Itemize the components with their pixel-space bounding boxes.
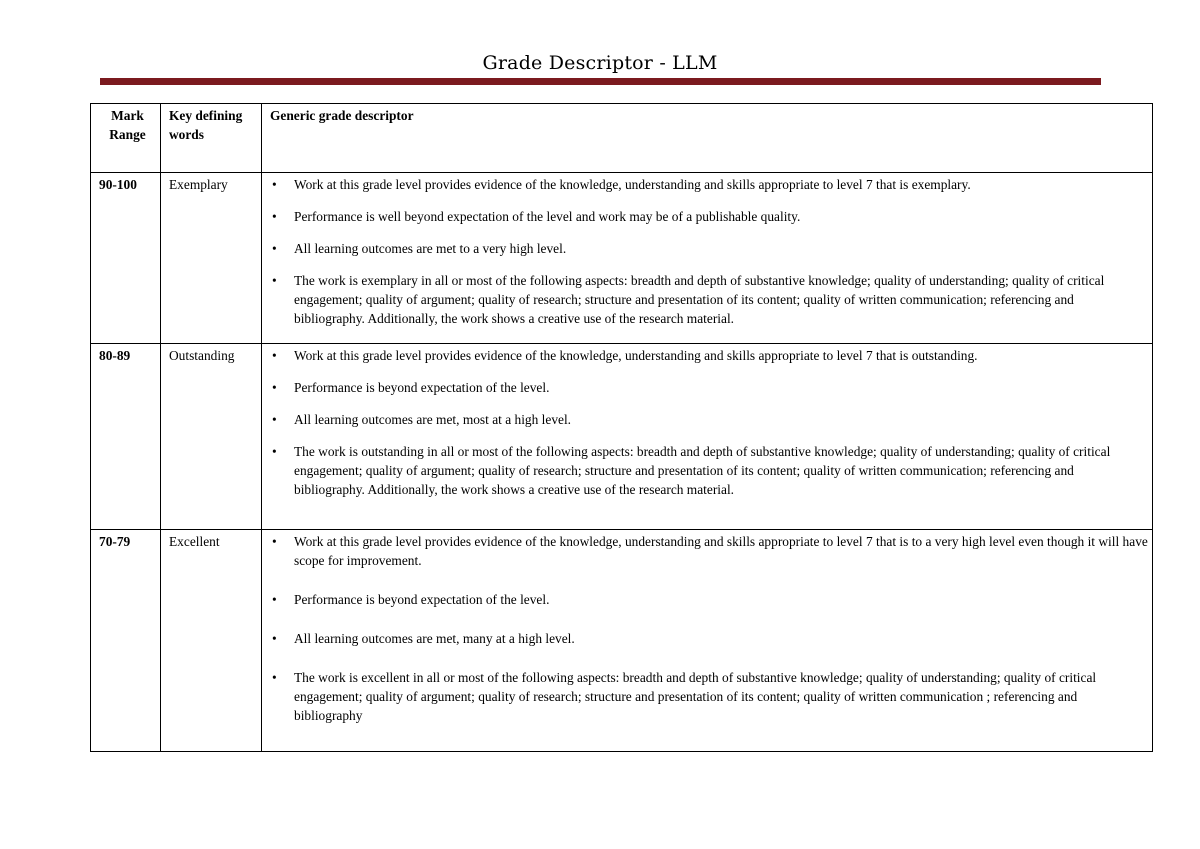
descriptor-point: • Performance is beyond expectation of the level. — [270, 590, 1148, 609]
descriptor-point: • The work is outstanding in all or most of the following aspects: breadth and depth of substantive knowledge; quality of understanding; quality of critical engagement; quality of argument; quality of research; structure and presentation of its content; quality of written communication; referencing and bibliography. Additionally, the work shows a creative use of the research material. — [270, 442, 1148, 499]
header-key-words: Key defining words — [161, 104, 262, 173]
header-mark-range: Mark Range — [91, 104, 161, 173]
descriptor-list — [270, 346, 1148, 499]
table-header-row — [91, 104, 1153, 173]
descriptor-point: • All learning outcomes are met, most at a high level. — [270, 410, 1148, 429]
descriptor-list — [270, 532, 1148, 725]
descriptor-point: • Performance is well beyond expectation of the level and work may be of a publishable quality. — [270, 207, 1148, 226]
descriptor-cell — [262, 344, 1153, 530]
mark-range-cell: 90-100 — [91, 173, 161, 344]
key-word-cell: Excellent — [161, 530, 262, 752]
descriptor-point: • Work at this grade level provides evidence of the knowledge, understanding and skills appropriate to level 7 that is exemplary. — [270, 175, 1148, 194]
descriptor-cell — [262, 173, 1153, 344]
key-word-cell: Exemplary — [161, 173, 262, 344]
descriptor-point: • The work is excellent in all or most of the following aspects: breadth and depth of substantive knowledge; quality of understanding; quality of critical engagement; quality of argument; quality of research; structure and presentation of its content; quality of written communication ; referencing and bibliography — [270, 668, 1148, 725]
title-rule — [100, 78, 1101, 85]
key-word-cell: Outstanding — [161, 344, 262, 530]
descriptor-point: • Performance is beyond expectation of the level. — [270, 378, 1148, 397]
grade-descriptor-table — [90, 103, 1153, 752]
descriptor-point: • Work at this grade level provides evidence of the knowledge, understanding and skills appropriate to level 7 that is outstanding. — [270, 346, 1148, 365]
descriptor-cell — [262, 530, 1153, 752]
table-row — [91, 173, 1153, 344]
document-title: Grade Descriptor - LLM — [482, 52, 718, 74]
mark-range-cell: 70-79 — [91, 530, 161, 752]
mark-range-cell: 80-89 — [91, 344, 161, 530]
table-row — [91, 344, 1153, 530]
descriptor-point: • The work is exemplary in all or most of the following aspects: breadth and depth of substantive knowledge; quality of understanding; quality of critical engagement; quality of argument; quality of research; structure and presentation of its content; quality of written communication; referencing and bibliography. Additionally, the work shows a creative use of the research material. — [270, 271, 1148, 328]
descriptor-list — [270, 175, 1148, 328]
descriptor-point: • All learning outcomes are met, many at a high level. — [270, 629, 1148, 648]
descriptor-point: • All learning outcomes are met to a very high level. — [270, 239, 1148, 258]
table-row — [91, 530, 1153, 752]
header-descriptor: Generic grade descriptor — [262, 104, 1153, 173]
descriptor-point: • Work at this grade level provides evidence of the knowledge, understanding and skills appropriate to level 7 that is to a very high level even though it will have scope for improvement. — [270, 532, 1148, 570]
